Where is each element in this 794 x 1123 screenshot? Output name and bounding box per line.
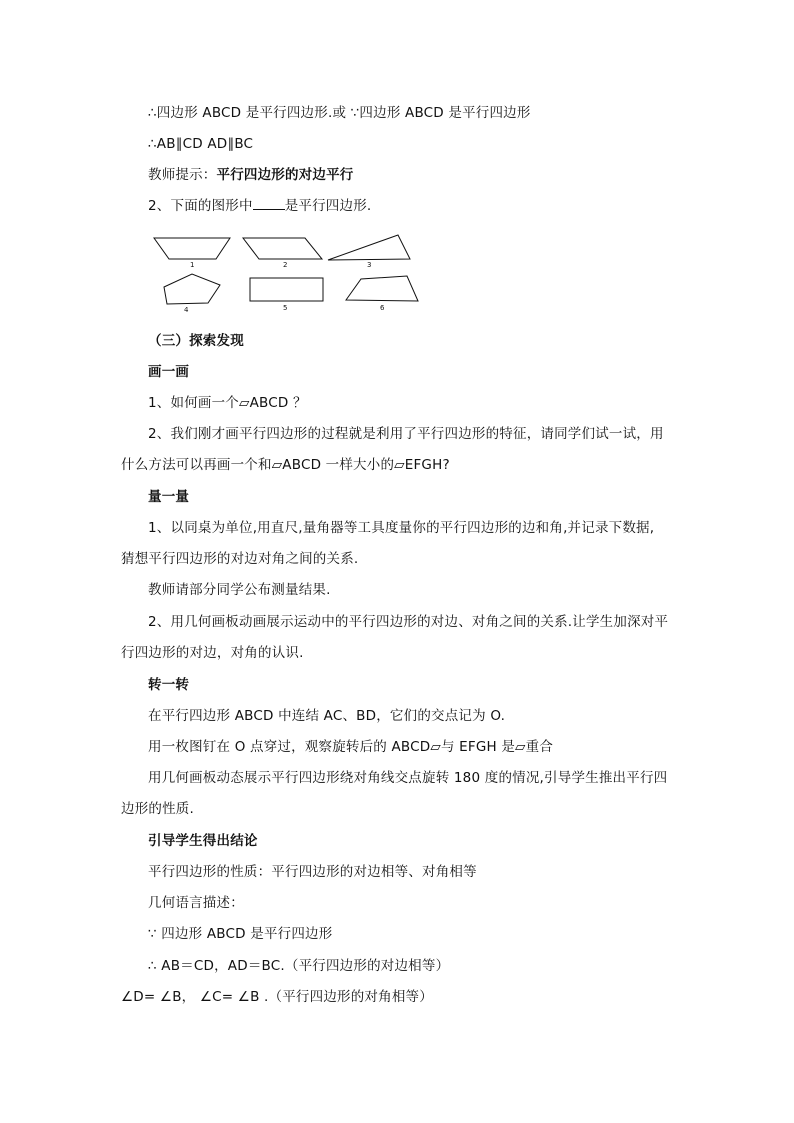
shape-6-quadrilateral [346,276,418,301]
measure-item-2a: 2、用几何画板动画展示运动中的平行四边形的对边、对角之间的关系.让学生加深对平 [148,614,669,630]
turn-item-3a: 用几何画板动态展示平行四边形绕对角线交点旋转 180 度的情况,引导学生推出平行四 [148,770,668,786]
angles-statement: ∠D= ∠B， ∠C= ∠B .（平行四边形的对角相等） [121,989,433,1005]
section-3-title: （三）探索发现 [148,333,244,349]
shapes-figure [150,233,420,313]
property-statement: 平行四边形的性质：平行四边形的对边相等、对角相等 [148,864,477,880]
geometry-language: 几何语言描述： [148,895,244,911]
question-2-suffix: 是平行四边形. [284,198,372,214]
shape-label-1: 1 [190,261,195,269]
shape-3-triangle [328,235,410,260]
shape-5-rectangle [250,278,323,301]
draw-item-1: 1、如何画一个▱ABCD ？ [148,395,307,411]
shape-4-pentagon [164,274,220,304]
question-2 [148,197,371,215]
measure-item-2b: 行四边形的对边，对角的认识. [121,645,304,661]
measure-title: 量一量 [148,489,190,505]
answer-blank [253,197,285,210]
shape-label-6: 6 [380,304,385,312]
because-statement: ∵ 四边形 ABCD 是平行四边形 [148,926,333,942]
conclusion-title: 引导学生得出结论 [148,833,258,849]
shape-label-5: 5 [283,304,288,312]
turn-item-2: 用一枚图钉在 O 点穿过，观察旋转后的 ABCD▱与 EFGH 是▱重合 [148,739,554,755]
turn-item-1: 在平行四边形 ABCD 中连结 AC、BD，它们的交点记为 O. [148,708,506,724]
measure-teacher: 教师请部分同学公布测量结果. [148,582,331,598]
measure-item-1a: 1、以同桌为单位,用直尺,量角器等工具度量你的平行四边形的边和角,并记录下数据, [148,520,655,536]
therefore-statement: ∴ AB＝CD，AD＝BC.（平行四边形的对边相等） [148,958,450,974]
shape-label-3: 3 [367,261,372,269]
turn-item-3b: 边形的性质. [121,801,194,817]
shape-2-parallelogram [243,238,322,259]
shape-label-4: 4 [184,306,189,313]
text-line-1: ∴四边形 ABCD 是平行四边形.或 ∵四边形 ABCD 是平行四边形 [148,105,531,121]
measure-item-1b: 猜想平行四边形的对边对角之间的关系. [121,551,359,567]
shape-1-trapezoid [154,238,230,259]
draw-item-2b: 什么方法可以再画一个和▱ABCD 一样大小的▱EFGH? [121,457,450,473]
draw-item-2a: 2、我们刚才画平行四边形的过程就是利用了平行四边形的特征，请同学们试一试，用 [148,426,664,442]
text-line-2: ∴AB∥CD AD∥BC [148,136,254,152]
teacher-hint-prefix: 教师提示： [148,167,217,183]
question-2-prefix: 2、下面的图形中 [148,198,253,214]
teacher-hint-bold: 平行四边形的对边平行 [216,167,354,183]
turn-title: 转一转 [148,677,190,693]
shape-label-2: 2 [283,261,288,269]
teacher-hint [148,166,354,184]
draw-title: 画一画 [148,364,190,380]
